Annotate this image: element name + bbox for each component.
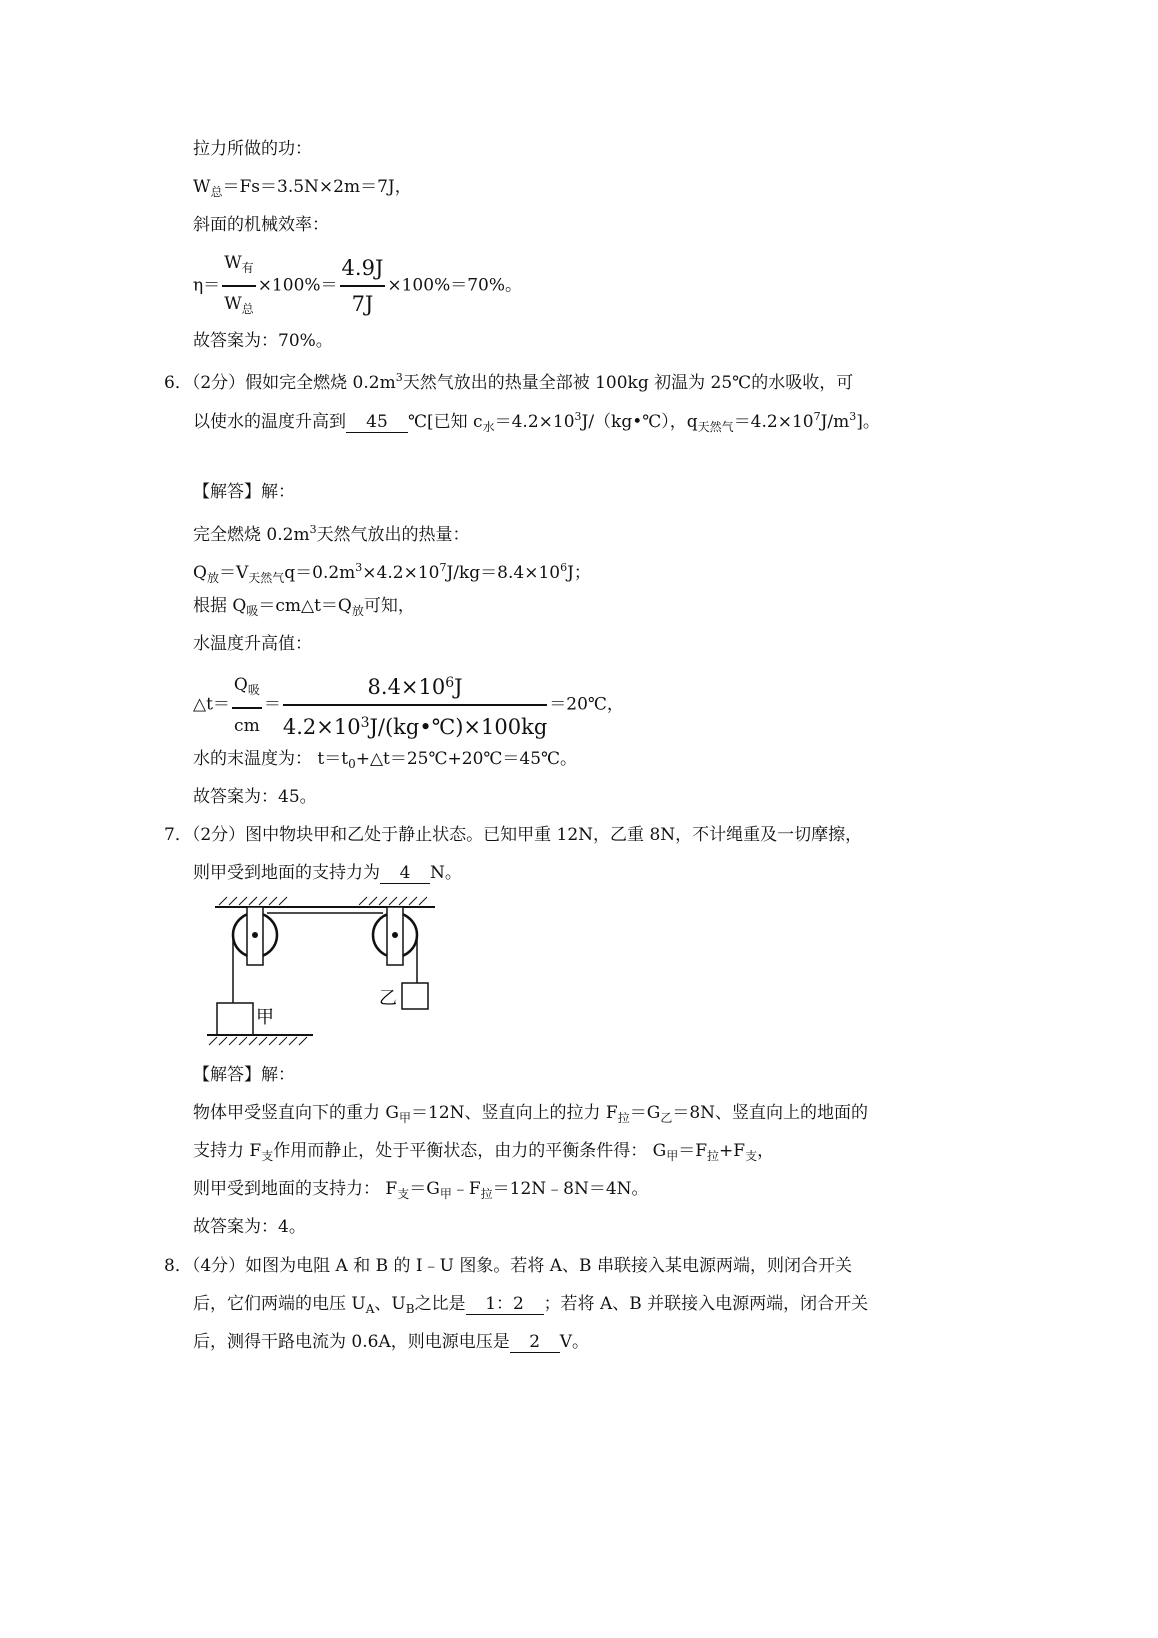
total-work-formula: $W_总=Fs=3.5N\times 2m=7J$，: [193, 177, 412, 199]
q7-answer: 故答案为：4。: [193, 1217, 306, 1237]
q7-question-line2: 则甲受到地面的支持力为 4 N。: [193, 863, 462, 883]
q7-solution-line3: 则甲受到地面的支持力： $F_支=G_甲﹣F_拉=12N﹣8N=4N$。: [193, 1179, 649, 1201]
q7-question-line1: 7．（2分）图中物块甲和乙处于静止状态。已知甲重 12N，乙重 8N，不计绳重及一切摩擦，: [164, 825, 863, 845]
work-line: 拉力所做的功：: [193, 139, 312, 159]
q7-solution-heading: 【解答】解：: [193, 1065, 295, 1085]
q6-answer-blank: 45: [346, 412, 408, 433]
label-yi: 乙: [379, 988, 397, 1009]
q6-solution-line4: 水温度升高值：: [193, 634, 312, 654]
q7-solution-line1: 物体甲受竖直向下的重力 $G_甲=12N$、竖直向上的拉力 $F_拉=G_乙=8N$、竖直向上的地面的: [193, 1103, 869, 1125]
q6-solution-line1: 完全燃烧 $0.2m^3$天然气放出的热量：: [193, 523, 470, 545]
pulley-diagram: [205, 893, 445, 1048]
efficiency-label: 斜面的机械效率：: [193, 215, 329, 235]
q6-solution-line6: 水的末温度为： $t=t_0+\triangle t=25℃+20℃=45℃$。: [193, 749, 578, 771]
q8-voltage-blank: 2: [510, 1332, 560, 1353]
q6-question-line2: 以使水的温度升高到 45 ℃[已知 $c_水=4.2\times 10^3J/(kg•℃)$，$q_{天然气}=4.2\times 10^7J/m^3$]。: [193, 410, 880, 434]
label-jia: 甲: [256, 1007, 274, 1028]
q6-solution-line3: 根据 $Q_吸=cm\triangle t=Q_放$可知，: [193, 596, 415, 618]
top-answer: 故答案为：70%。: [193, 331, 333, 351]
q6-temperature-formula: △t＝ $\frac{Q_吸}{cm}$ ＝ $\frac{8.4\times 10^6J}{4.2\times 10^3J/(kg•℃)\times 100kg}$ ＝20℃，: [193, 668, 624, 742]
q8-ratio-blank: 1：2: [466, 1294, 544, 1315]
q8-question-line3: 后，测得干路电流为 0.6A，则电源电压是 2 V。: [193, 1332, 589, 1352]
q8-question-line2: 后，它们两端的电压 $U_A$、$U_B$之比是 1：2 ；若将 A、B 并联接入电源两端，闭合开关: [193, 1294, 869, 1316]
q7-answer-blank: 4: [380, 863, 430, 884]
q6-solution-line2: $Q_放=V_{天然气}q=0.2m^3\times 4.2\times 10^7J/kg=8.4\times 10^6J$；: [193, 561, 591, 585]
q8-question-line1: 8．（4分）如图为电阻 A 和 B 的 I﹣U 图象。若将 A、B 串联接入某电源两端，则闭合开关: [164, 1256, 852, 1276]
q6-solution-heading: 【解答】解：: [193, 482, 295, 502]
q6-answer: 故答案为：45。: [193, 787, 317, 807]
q6-question-line1: 6．（2分）假如完全燃烧 $0.2m^3$天然气放出的热量全部被 100kg 初温为 25℃的水吸收，可: [164, 371, 854, 393]
efficiency-formula: η＝ $\frac{W_有}{W_总}$ ×100%＝ $\frac{4.9J}{7J}$ ×100%＝70%。: [193, 248, 522, 324]
q7-solution-line2: 支持力 $F_支$作用而静止，处于平衡状态，由力的平衡条件得： $G_甲=F_拉+F_支$，: [193, 1141, 775, 1163]
